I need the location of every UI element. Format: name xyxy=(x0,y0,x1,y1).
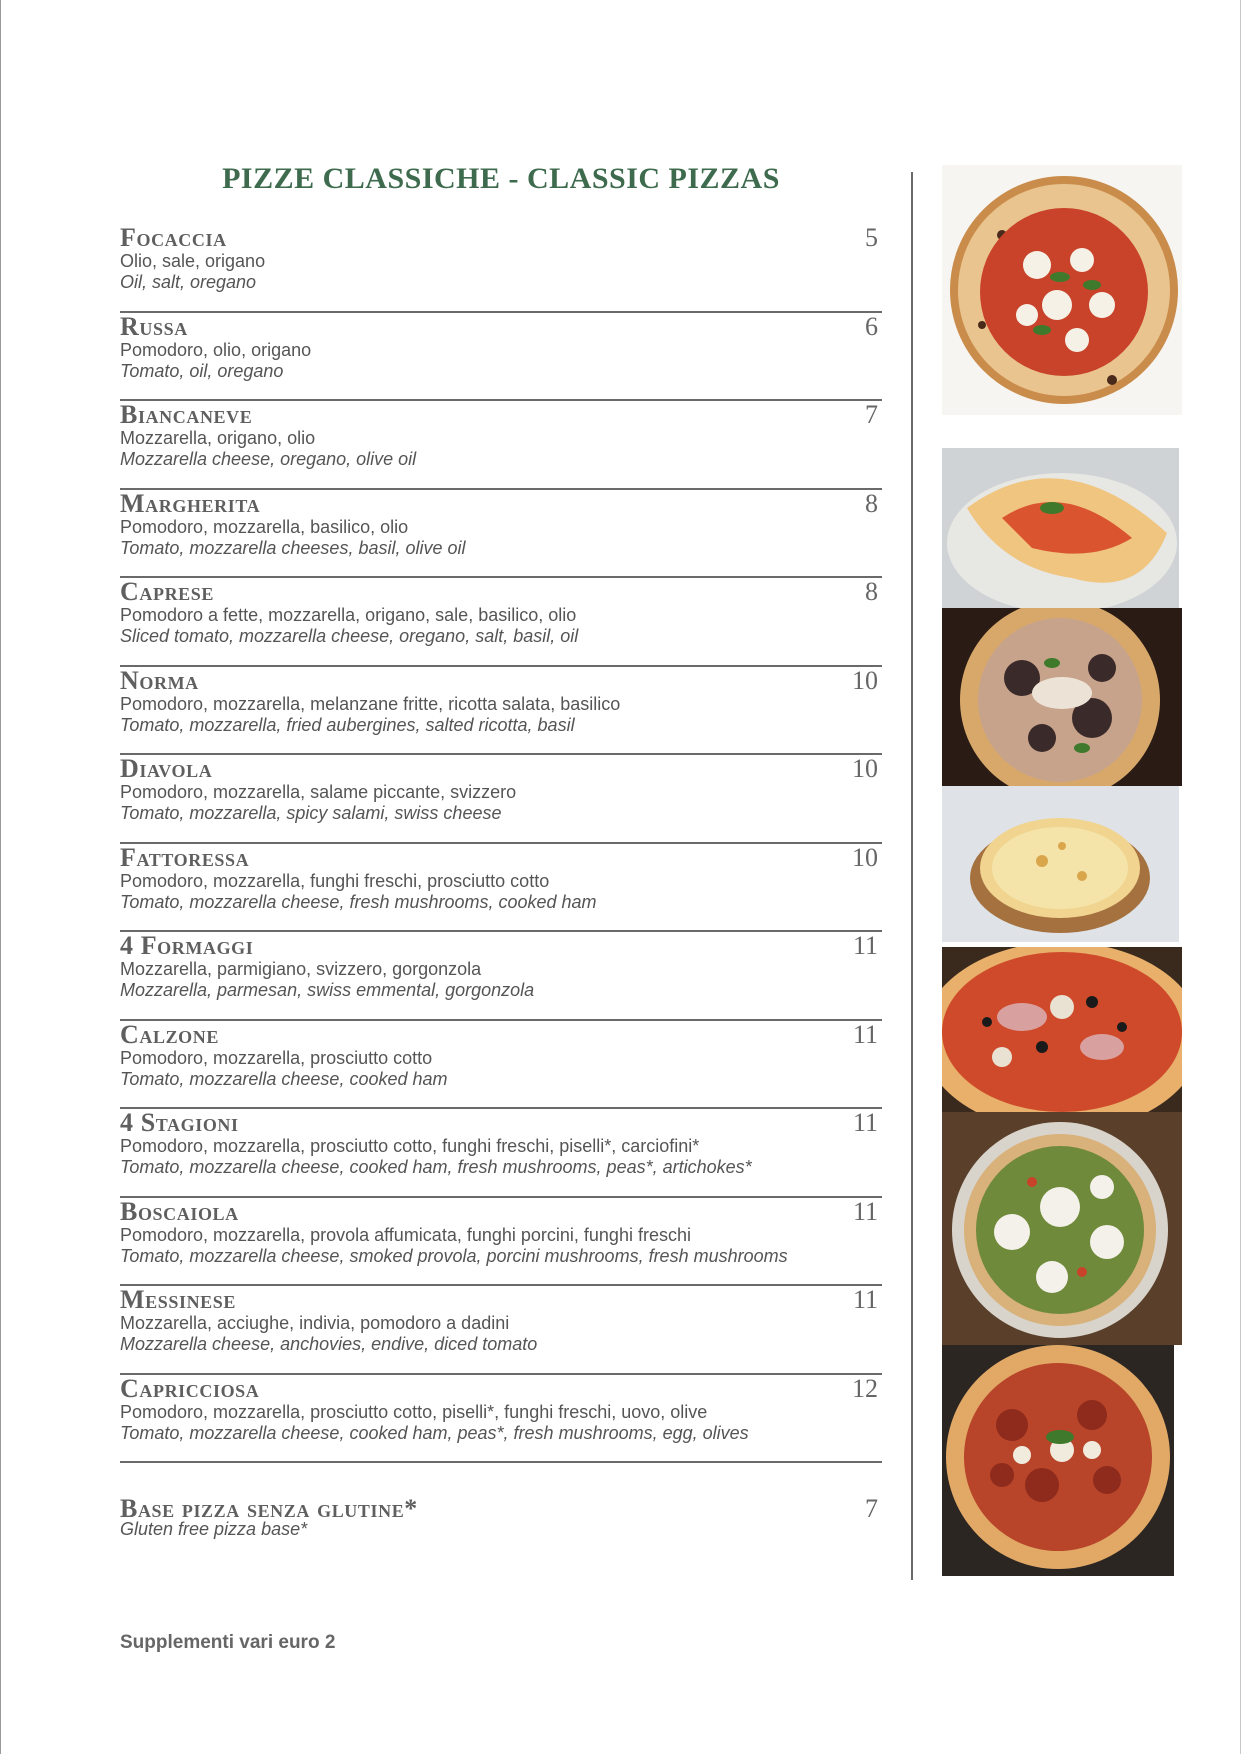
item-name: 4 Formaggi xyxy=(120,931,254,960)
item-name: Calzone xyxy=(120,1019,219,1049)
menu-item xyxy=(120,932,882,1021)
item-price: 6 xyxy=(865,311,878,341)
menu-item xyxy=(120,578,882,667)
item-description-it: Pomodoro, mozzarella, melanzane fritte, ricotta salata, basilico xyxy=(120,693,621,714)
item-price: 7 xyxy=(865,400,878,429)
item-description-it: Mozzarella, origano, olio xyxy=(120,428,316,448)
item-name: Messinese xyxy=(120,1285,236,1314)
item-description-en: Tomato, oil, oregano xyxy=(120,360,284,381)
item-description-en: Mozzarella cheese, anchovies, endive, diced tomato xyxy=(120,1334,538,1354)
item-name: Biancaneve xyxy=(120,400,253,429)
item-price: 11 xyxy=(852,1108,878,1137)
menu-item xyxy=(120,490,882,579)
item-description-it: Pomodoro, olio, origano xyxy=(120,339,312,360)
column-divider xyxy=(911,172,913,1580)
item-name: Fattoressa xyxy=(120,842,250,872)
item-description-it: Pomodoro, mozzarella, prosciutto cotto, funghi freschi, piselli*, carciofini* xyxy=(120,1136,700,1156)
menu-item xyxy=(120,1021,882,1110)
item-description-it: Mozzarella, parmigiano, svizzero, gorgonzola xyxy=(120,959,482,979)
item-price: 11 xyxy=(852,1285,878,1314)
item-description-en: Gluten free pizza base* xyxy=(120,1519,308,1539)
supplements-note: Supplementi vari euro 2 xyxy=(120,1632,336,1653)
item-description-en: Mozzarella cheese, oregano, olive oil xyxy=(120,449,417,469)
item-description-en: Tomato, mozzarella cheese, cooked ham, fresh mushrooms, peas*, artichokes* xyxy=(120,1157,752,1177)
pizza-capricciosa-photo xyxy=(942,947,1182,1112)
item-price: 11 xyxy=(852,1196,878,1226)
item-price: 11 xyxy=(852,931,878,960)
pizza-margherita-photo xyxy=(942,165,1182,415)
item-name: Capricciosa xyxy=(120,1373,260,1403)
item-description-it: Pomodoro, mozzarella, prosciutto cotto xyxy=(120,1047,433,1068)
item-name: Base pizza senza glutine* xyxy=(120,1494,418,1523)
item-description-it: Pomodoro, mozzarella, funghi freschi, prosciutto cotto xyxy=(120,870,550,891)
menu-item xyxy=(120,1286,882,1375)
menu-item xyxy=(120,1198,882,1287)
menu-title: PIZZE CLASSICHE - CLASSIC PIZZAS xyxy=(222,162,780,195)
menu-item xyxy=(120,224,882,313)
item-description-it: Mozzarella, acciughe, indivia, pomodoro a dadini xyxy=(120,1313,510,1333)
menu-item xyxy=(120,313,882,402)
gluten-free-item xyxy=(120,1495,882,1555)
pizza-norma-photo xyxy=(942,608,1182,786)
item-price: 8 xyxy=(865,577,878,606)
item-description-en: Sliced tomato, mozzarella cheese, oregano, salt, basil, oil xyxy=(120,626,579,646)
item-price: 7 xyxy=(865,1494,878,1523)
item-description-en: Tomato, mozzarella cheese, smoked provola, porcini mushrooms, fresh mushrooms xyxy=(120,1245,788,1266)
item-name: Boscaiola xyxy=(120,1196,239,1226)
item-description-en: Tomato, mozzarella cheese, cooked ham xyxy=(120,1068,448,1089)
item-price: 11 xyxy=(852,1019,878,1049)
item-price: 10 xyxy=(852,665,878,695)
item-name: Norma xyxy=(120,665,199,695)
item-description-en: Tomato, mozzarella, spicy salami, swiss cheese xyxy=(120,803,502,823)
item-name: Russa xyxy=(120,311,188,341)
pizza-cheese-board-photo xyxy=(942,786,1179,942)
page-edge xyxy=(0,0,1,1754)
menu-item xyxy=(120,1375,882,1464)
item-name: Margherita xyxy=(120,488,261,518)
calzone-photo xyxy=(942,448,1179,608)
pizza-menu-list xyxy=(120,224,882,1463)
item-description-en: Oil, salt, oregano xyxy=(120,272,257,292)
item-price: 12 xyxy=(852,1373,878,1403)
item-price: 10 xyxy=(852,842,878,872)
pizza-diavola-photo xyxy=(942,1345,1174,1576)
item-description-it: Olio, sale, origano xyxy=(120,251,266,271)
item-description-it: Pomodoro, mozzarella, salame piccante, svizzero xyxy=(120,782,517,802)
pizza-burrata-photo xyxy=(942,1112,1182,1345)
item-price: 5 xyxy=(865,223,878,252)
menu-item xyxy=(120,1109,882,1198)
item-name: Focaccia xyxy=(120,223,227,252)
item-description-en: Mozzarella, parmesan, swiss emmental, gorgonzola xyxy=(120,980,535,1000)
item-description-en: Tomato, mozzarella cheese, fresh mushrooms, cooked ham xyxy=(120,891,597,912)
item-description-en: Tomato, mozzarella cheese, cooked ham, peas*, fresh mushrooms, egg, olives xyxy=(120,1422,749,1443)
menu-item xyxy=(120,401,882,490)
item-description-en: Tomato, mozzarella, fried aubergines, salted ricotta, basil xyxy=(120,714,575,735)
item-price: 10 xyxy=(852,754,878,783)
menu-item xyxy=(120,667,882,756)
item-description-it: Pomodoro, mozzarella, prosciutto cotto, piselli*, funghi freschi, uovo, olive xyxy=(120,1401,708,1422)
item-description-it: Pomodoro, mozzarella, provola affumicata, funghi porcini, funghi freschi xyxy=(120,1224,691,1245)
item-name: 4 Stagioni xyxy=(120,1108,239,1137)
menu-item xyxy=(120,755,882,844)
item-description-it: Pomodoro, mozzarella, basilico, olio xyxy=(120,516,409,537)
item-description-en: Tomato, mozzarella cheeses, basil, olive oil xyxy=(120,537,466,558)
menu-item xyxy=(120,844,882,933)
item-name: Caprese xyxy=(120,577,214,606)
item-name: Diavola xyxy=(120,754,213,783)
item-description-it: Pomodoro a fette, mozzarella, origano, sale, basilico, olio xyxy=(120,605,577,625)
item-price: 8 xyxy=(865,488,878,518)
